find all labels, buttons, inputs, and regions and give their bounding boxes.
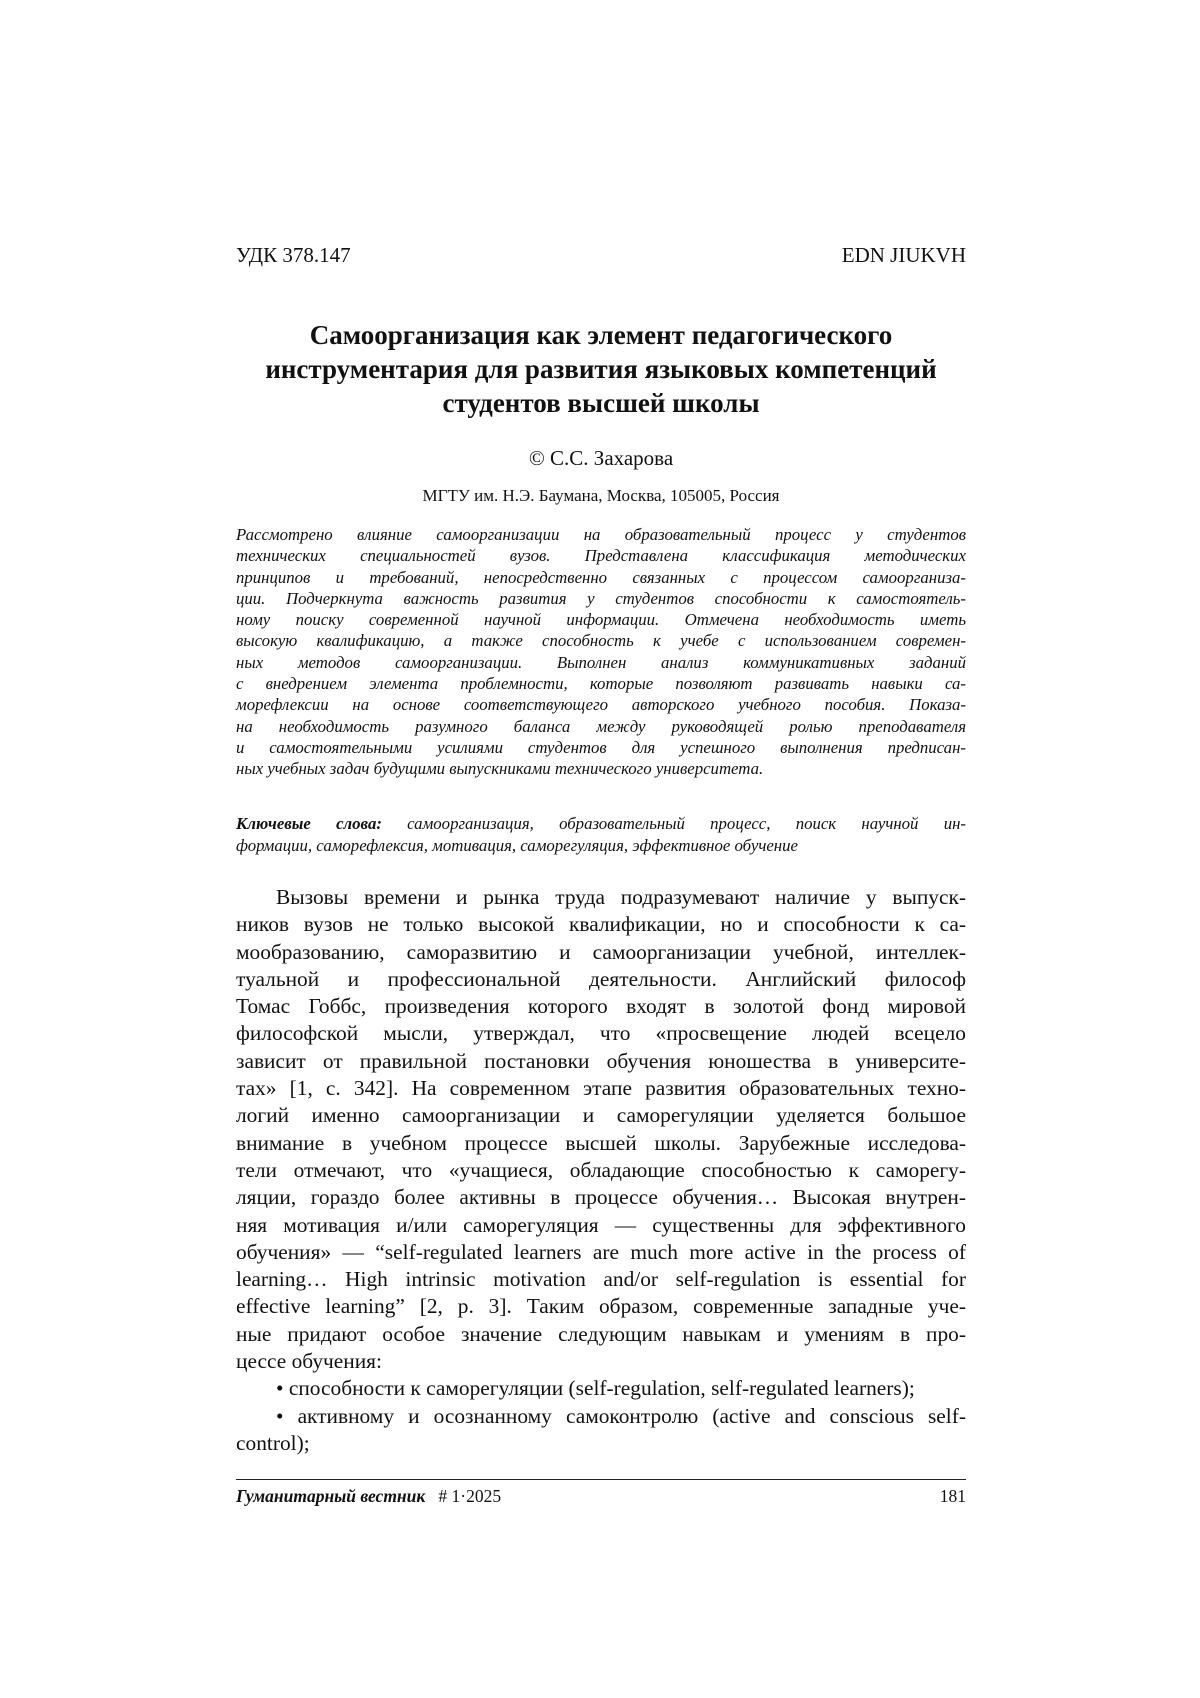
body-line: тах» [1, с. 342]. На современном этапе развития образовательных техно- [236,1076,966,1101]
body-line: effective learning” [2, p. 3]. Таким образом, современные западные уче- [236,1294,966,1319]
page-header [236,241,966,269]
article-title [236,318,966,420]
author: © С.С. Захарова [528,446,674,470]
body-line: обучения» — “self-regulated learners are much more active in the process of [236,1239,966,1264]
bullet-item: • активному и осознанному самоконтролю (active and conscious self- [276,1403,966,1428]
keywords [236,813,966,856]
abstract-line: принципов и требований, непосредственно связанных с процессом самоорганиза- [236,567,966,587]
abstract-line: технических специальностей вузов. Представлена классификация методических [236,546,966,566]
body-line: ляции, гораздо более активны в процессе обучения… Высокая внутрен- [236,1185,966,1210]
abstract-line: ных учебных задач будущими выпускниками технического университета. [236,759,764,779]
body-line: внимание в учебном процессе высшей школы. Зарубежные исследова- [236,1130,966,1155]
body-line: ников вузов не только высокой квалификации, но и способности к са- [236,912,966,937]
abstract-line: Рассмотрено влияние самоорганизации на образовательный процесс у студентов [236,525,966,544]
body-line: learning… High intrinsic motivation and/or self-regulation is essential for [236,1267,966,1292]
keywords-line [236,813,966,835]
abstract-line: высокую квалификацию, а также способность к учебе с использованием современ- [236,631,966,651]
body-line: Томас Гоббс, произведения которого входят в золотой фонд мировой [236,994,966,1019]
page-number: 181 [939,1486,966,1506]
abstract-line: ных методов самоорганизации. Выполнен анализ коммуникативных заданий [236,652,966,672]
abstract-line: с внедрением элемента проблемности, которые позволяют развивать навыки са- [236,674,966,694]
abstract-line: на необходимость разумного баланса между руководящей ролью преподавателя [236,716,966,736]
abstract [236,524,966,780]
footer-divider [236,1479,966,1480]
journal-info [236,1484,501,1508]
page-footer [236,1484,966,1508]
affiliation: МГТУ им. Н.Э. Баумана, Москва, 105005, Россия [422,486,780,505]
abstract-line: ному поиску современной научной информации. Отмечена необходимость иметь [236,610,966,630]
title-line: студентов высшей школы [442,388,760,418]
edn-code: EDN JIUKVH [841,243,966,267]
issue-number: # 1·2025 [438,1486,502,1506]
body-line: ные придают особое значение следующим навыкам и умениям в про- [236,1321,966,1346]
keywords-label: Ключевые слова: [236,814,382,833]
bullet-item-continuation: control); [236,1430,310,1455]
abstract-line: ции. Подчеркнута важность развития у студентов способности к самостоятель- [236,588,966,608]
title-line: Самоорганизация как элемент педагогического [309,320,893,350]
title-line: инструментария для развития языковых компетенций [265,354,937,384]
body-line: няя мотивация и/или саморегуляция — существенны для эффективного [236,1212,966,1237]
body-line: цессе обучения: [236,1349,382,1374]
body-line: тели отмечают, что «учащиеся, обладающие способностью к саморегу- [236,1157,966,1182]
keywords-line: формации, саморефлексия, мотивация, саморегуляция, эффективное обучение [236,835,798,855]
journal-name: Гуманитарный вестник [236,1486,426,1506]
body-line: зависит от правильной постановки обучения юношества в университе- [236,1048,966,1073]
body-text [236,884,966,1457]
body-line: Вызовы времени и рынка труда подразумевают наличие у выпуск- [276,885,966,909]
body-line: философской мысли, утверждал, что «просвещение людей всецело [236,1021,966,1046]
keywords-text: самоорганизация, образовательный процесс, поиск научной ин- [407,814,966,833]
abstract-line: и самостоятельными усилиями студентов для успешного выполнения предписан- [236,737,966,757]
abstract-line: морефлексии на основе соответствующего авторского учебного пособия. Показа- [236,695,966,715]
bullet-item: • способности к саморегуляции (self-regulation, self-regulated learners); [276,1376,915,1401]
body-line: мообразованию, саморазвитию и самоорганизации учебной, интеллек- [236,939,966,964]
body-line: логий именно самоорганизации и саморегуляции уделяется большое [236,1103,966,1128]
body-line: туальной и профессиональной деятельности. Английский философ [236,966,966,991]
udk-code: УДК 378.147 [236,243,351,267]
